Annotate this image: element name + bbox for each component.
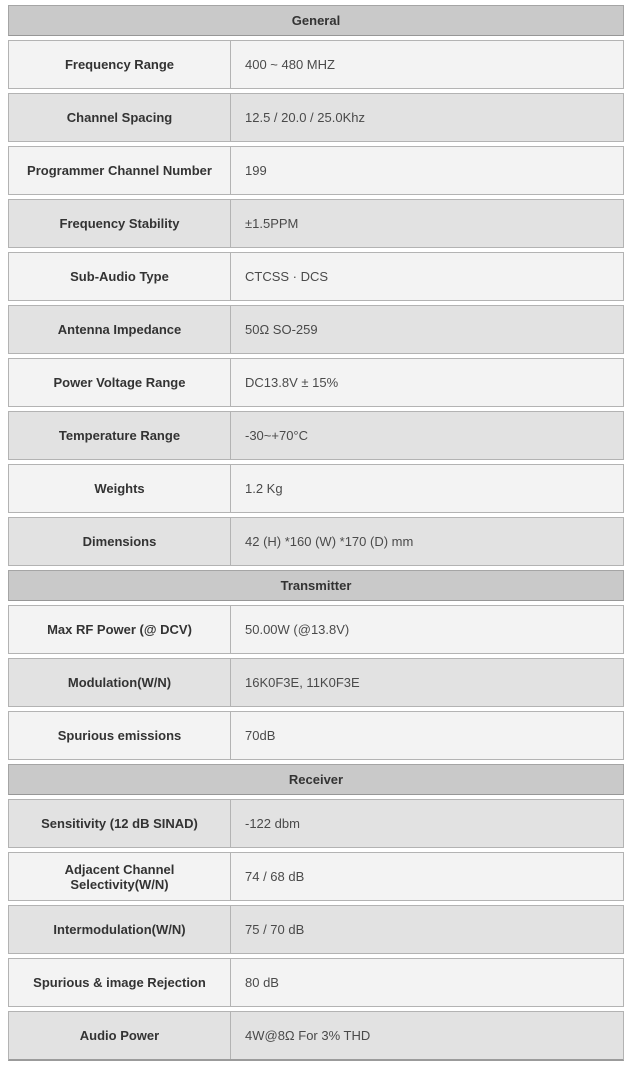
spec-label: Spurious emissions [9,712,231,759]
spec-label: Programmer Channel Number [9,147,231,194]
spec-value: 50.00W (@13.8V) [245,622,350,637]
spec-label: Modulation(W/N) [9,659,231,706]
spec-label: Frequency Stability [9,200,231,247]
spec-row [8,358,624,407]
spec-value: 199 [245,163,267,178]
spec-row [8,905,624,954]
spec-label: Temperature Range [9,412,231,459]
spec-value: 1.2 Kg [245,481,283,496]
spec-label: Intermodulation(W/N) [9,906,231,953]
spec-row [8,93,624,142]
spec-label: Power Voltage Range [9,359,231,406]
spec-table [8,5,624,1061]
spec-row [8,1011,624,1061]
spec-row [8,658,624,707]
spec-label: Spurious & image Rejection [9,959,231,1006]
spec-row [8,517,624,566]
spec-value: CTCSS · DCS [245,269,329,284]
spec-row [8,252,624,301]
spec-label: Sub-Audio Type [9,253,231,300]
spec-row [8,852,624,901]
section-header-general: General [8,5,624,36]
spec-value: 74 / 68 dB [245,869,305,884]
spec-label: Antenna Impedance [9,306,231,353]
spec-value: 12.5 / 20.0 / 25.0Khz [245,110,365,125]
spec-label: Max RF Power (@ DCV) [9,606,231,653]
spec-value: ±1.5PPM [245,216,299,231]
spec-value: 400 ~ 480 MHZ [245,57,335,72]
spec-value: 75 / 70 dB [245,922,305,937]
spec-label: Frequency Range [9,41,231,88]
spec-row [8,711,624,760]
section-header-receiver: Receiver [8,764,624,795]
spec-row [8,199,624,248]
section-header-transmitter: Transmitter [8,570,624,601]
spec-label: Sensitivity (12 dB SINAD) [9,800,231,847]
spec-label: Adjacent Channel Selectivity(W/N) [9,853,231,900]
spec-row [8,464,624,513]
spec-value: -30~+70°C [245,428,309,443]
spec-row [8,305,624,354]
spec-row [8,40,624,89]
spec-row [8,958,624,1007]
spec-label: Dimensions [9,518,231,565]
spec-row [8,411,624,460]
spec-row [8,605,624,654]
spec-value: -122 dbm [245,816,300,831]
spec-value: 42 (H) *160 (W) *170 (D) mm [245,534,414,549]
spec-value: 50Ω SO-259 [245,322,318,337]
spec-value: DC13.8V ± 15% [245,375,339,390]
spec-label: Audio Power [9,1012,231,1059]
spec-label: Channel Spacing [9,94,231,141]
spec-value: 16K0F3E, 11K0F3E [245,675,360,690]
spec-value: 70dB [245,728,276,743]
spec-value: 4W@8Ω For 3% THD [245,1028,371,1043]
spec-row [8,146,624,195]
spec-row [8,799,624,848]
spec-label: Weights [9,465,231,512]
spec-value: 80 dB [245,975,279,990]
